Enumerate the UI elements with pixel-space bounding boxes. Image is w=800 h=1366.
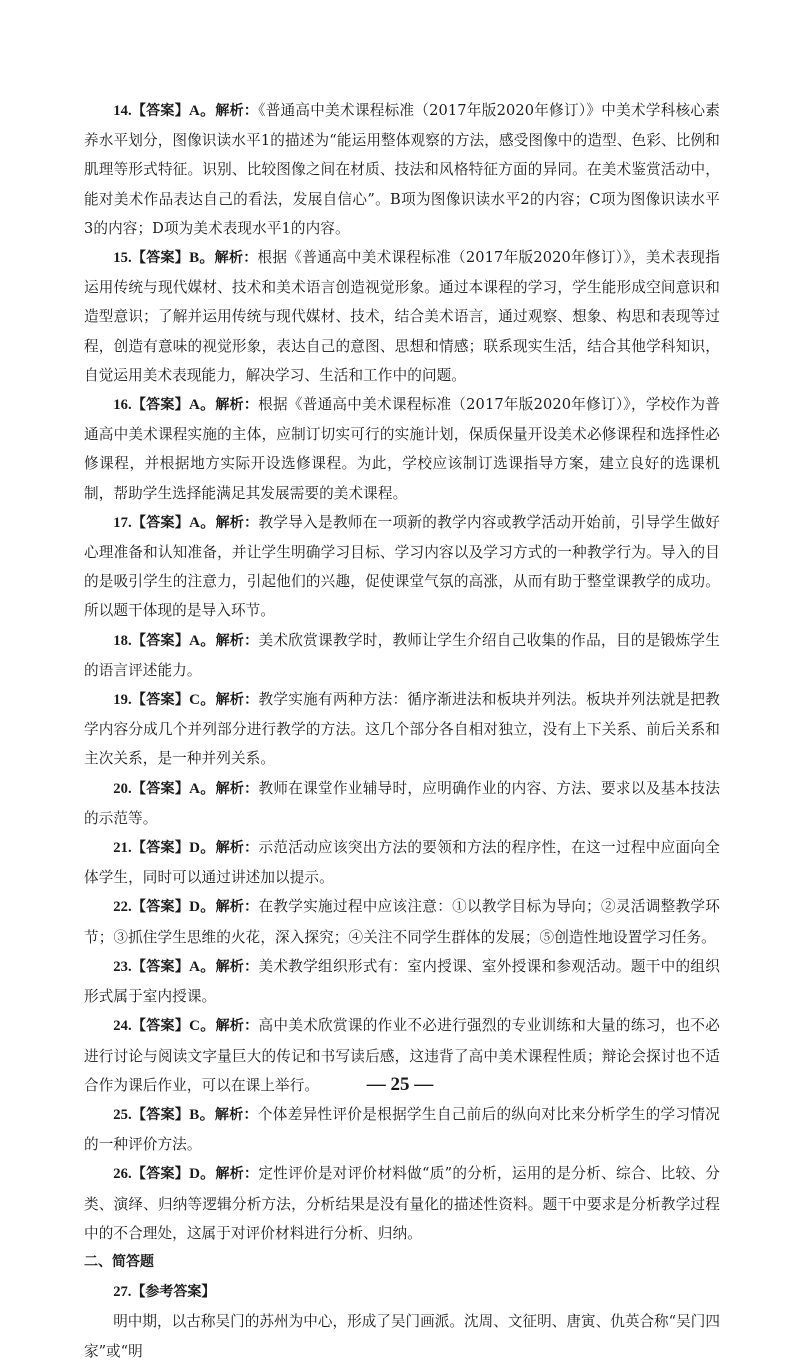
answer-letter: A。	[189, 514, 216, 531]
analysis-tag: 解析：	[215, 840, 259, 857]
analysis-text: 高中美术欣赏课的作业不必进行强烈的专业训练和大量的练习，也不必进行讨论与阅读文字量巨大的传记和书写读后感，这违背了高中美术课程性质；辩论会探讨也不适合作为课后作业，可以在课上举行。	[84, 1017, 720, 1094]
answer-tag: 【答案】	[131, 514, 190, 531]
question-number: 22.	[113, 899, 132, 916]
question-number: 20.	[113, 780, 132, 797]
answer-tag: 【答案】	[131, 780, 190, 797]
answer-tag: 【答案】	[131, 840, 190, 857]
analysis-text: 《普通高中美术课程标准（2017年版2020年修订）》中美术学科核心素养水平划分，图像识读水平1的描述为“能运用整体观察的方法，感受图像中的造型、色彩、比例和肌理等形式特征。识别、比较图像之间在材质、技法和风格特征方面的异同。在美术鉴赏活动中，能对美术作品表达自己的看法，发展自信心”。B项为图像识读水平2的内容；C项为图像识读水平3的内容；D项为美术表现水平1的内容。	[84, 102, 720, 237]
analysis-text: 教学导入是教师在一项新的教学内容或教学活动开始前，引导学生做好心理准备和认知准备，并让学生明确学习目标、学习内容以及学习方式的一种教学行为。导入的目的是吸引学生的注意力，引起他们的兴趣，促使课堂气氛的高涨，从而有助于整堂课教学的成功。所以题干体现的是导入环节。	[84, 513, 720, 620]
answer-entry-25	[84, 1100, 720, 1159]
analysis-text: 教师在课堂作业辅导时，应明确作业的内容、方法、要求以及基本技法的示范等。	[84, 779, 720, 827]
answer-entry-26	[84, 1159, 720, 1248]
question-number: 26.	[113, 1166, 132, 1183]
analysis-tag: 解析：	[215, 692, 259, 709]
question-number: 19.	[113, 692, 132, 709]
answer-entry-21	[84, 833, 720, 892]
reference-answer-text: 明中期，以古称吴门的苏州为中心，形成了吴门画派。沈周、文征明、唐寅、仇英合称“吴门四家”或“明	[84, 1313, 720, 1360]
analysis-tag: 解析：	[215, 1018, 259, 1035]
reference-answer-tag: 【参考答案】	[131, 1284, 216, 1301]
question-number: 14.	[113, 103, 132, 119]
analysis-tag: 解析：	[215, 632, 259, 649]
answer-tag: 【答案】	[131, 397, 189, 414]
analysis-tag: 解析：	[215, 780, 259, 797]
answer-letter: A。	[189, 958, 216, 975]
answer-content	[84, 96, 720, 1366]
question-number: 17.	[113, 514, 132, 531]
analysis-tag: 解析：	[214, 250, 258, 267]
answer-tag: 【答案】	[131, 1018, 190, 1035]
analysis-text: 美术教学组织形式有：室内授课、室外授课和参观活动。题干中的组织形式属于室内授课。	[84, 957, 720, 1006]
answer-letter: A。	[189, 632, 216, 649]
question-number: 21.	[113, 840, 132, 857]
page-number: — 25 —	[366, 1074, 434, 1095]
analysis-tag: 解析：	[215, 899, 259, 916]
question-number: 27.	[113, 1284, 132, 1301]
answer-letter: C。	[189, 692, 216, 709]
analysis-tag: 解析：	[215, 397, 259, 414]
answer-tag: 【答案】	[131, 1166, 190, 1183]
analysis-tag: 解析：	[215, 958, 259, 975]
question-number: 24.	[113, 1018, 132, 1035]
answer-letter: B。	[189, 250, 215, 267]
answer-entry-19	[84, 685, 720, 774]
analysis-text: 定性评价是对评价材料做“质”的分析，运用的是分析、综合、比较、分类、演绎、归纳等逻辑分析方法，分析结果是没有量化的描述性资料。题干中要求是分析教学过程中的不合理处，这属于对评价材料进行分析、归纳。	[84, 1165, 720, 1242]
answer-letter: D。	[189, 1166, 216, 1183]
answer-tag: 【答案】	[131, 250, 190, 267]
analysis-tag: 解析：	[215, 1166, 259, 1183]
answer-letter: D。	[189, 899, 216, 916]
answer-letter: A。	[188, 397, 216, 414]
answer-tag: 【答案】	[131, 632, 190, 649]
answer-tag: 【答案】	[131, 1106, 190, 1123]
analysis-text: 美术欣赏课教学时，教师让学生介绍自己收集的作品，目的是锻炼学生的语言评述能力。	[84, 631, 720, 679]
answer-tag: 【答案】	[131, 958, 190, 975]
section-heading: 二、简答题	[84, 1253, 154, 1270]
answer-tag: 【答案】	[131, 692, 190, 709]
answer-entry-23	[84, 952, 720, 1011]
question-number: 23.	[113, 958, 132, 975]
answer-letter: B。	[189, 1106, 215, 1123]
question-number: 18.	[113, 632, 132, 649]
question-27-heading	[84, 1277, 720, 1307]
analysis-tag: 解析：	[214, 1106, 258, 1123]
analysis-tag: 解析：	[215, 514, 259, 531]
answer-entry-20	[84, 774, 720, 833]
answer-letter: A。	[189, 780, 216, 797]
analysis-text: 个体差异性评价是根据学生自己前后的纵向对比来分析学生的学习情况的一种评价方法。	[84, 1105, 720, 1154]
answer-letter: C。	[189, 1018, 216, 1035]
question-number: 15.	[113, 250, 132, 267]
answer-entry-14	[84, 96, 720, 243]
answer-tag: 【答案】	[131, 899, 190, 916]
question-number: 16.	[113, 397, 132, 414]
answer-tag: 【答案】	[131, 103, 189, 119]
analysis-text: 示范活动应该突出方法的要领和方法的程序性，在这一过程中应面向全体学生，同时可以通过讲述加以提示。	[84, 839, 720, 887]
answer-entry-17	[84, 508, 720, 626]
answer-entry-18	[84, 626, 720, 685]
analysis-text: 在教学实施过程中应该注意：①以教学目标为导向；②灵活调整教学环节；③抓住学生思维的火花，深入探究；④关注不同学生群体的发展；⑤创造性地设置学习任务。	[84, 898, 720, 946]
answer-entry-15	[84, 243, 720, 390]
analysis-text: 根据《普通高中美术课程标准（2017年版2020年修订）》，美术表现指运用传统与现代媒材、技术和美术语言创造视觉形象。通过本课程的学习，学生能形成空间意识和造型意识；了解并运用传统与现代媒材、技术，结合美术语言，通过观察、想象、构思和表现等过程，创造有意味的视觉形象，表达自己的意图、思想和情感；联系现实生活，结合其他学科知识，自觉运用美术表现能力，解决学习、生活和工作中的问题。	[84, 249, 720, 384]
question-number: 25.	[113, 1106, 132, 1123]
answer-entry-22	[84, 892, 720, 951]
answer-entry-16	[84, 390, 720, 508]
analysis-tag: 解析：	[215, 103, 259, 119]
analysis-text: 教学实施有两种方法：循序渐进法和板块并列法。板块并列法就是把教学内容分成几个并列部分进行教学的方法。这几个部分各自相对独立，没有上下关系、前后关系和主次关系，是一种并列关系。	[84, 691, 720, 768]
answer-letter: D。	[189, 840, 216, 857]
answer-letter: A。	[188, 103, 216, 119]
analysis-text: 根据《普通高中美术课程标准（2017年版2020年修订）》，学校作为普通高中美术课程实施的主体，应制订切实可行的实施计划，保质保量开设美术必修课程和选择性必修课程，并根据地方实际开设选修课程。为此，学校应该制订选课指导方案，建立良好的选课机制，帮助学生选择能满足其发展需要的美术课程。	[84, 396, 720, 502]
